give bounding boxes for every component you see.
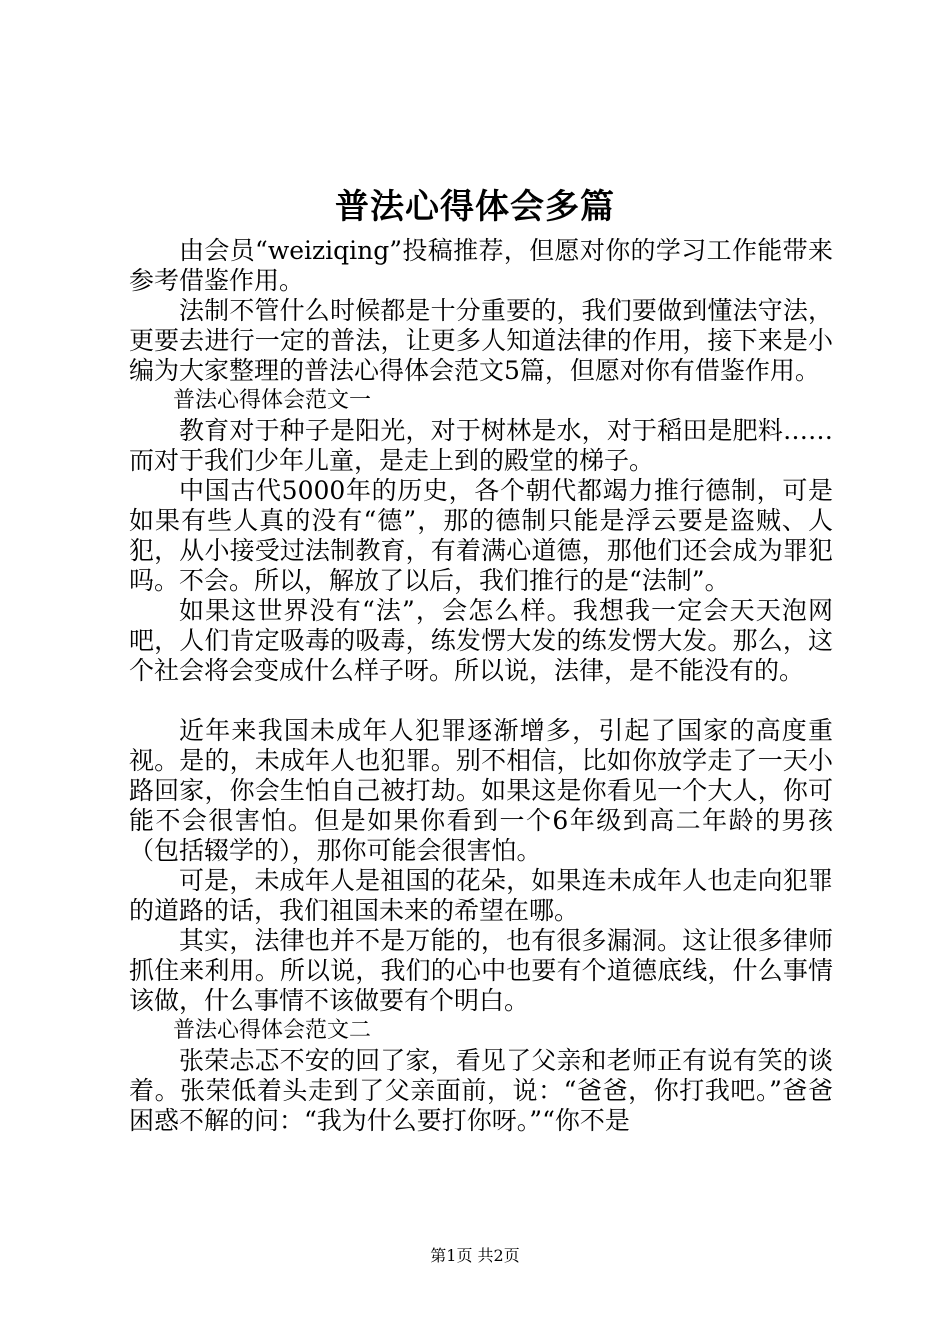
- body-paragraph: 近年来我国未成年人犯罪逐渐增多，引起了国家的高度重视。是的，未成年人也犯罪。别不相信，比如你放学走了一天小路回家，你会生怕自己被打劫。如果这是你看见一个大人，你可能不会很害怕。但是如果你看到一个6年级到高二年龄的男孩（包括辍学的），那你可能会很害怕。: [129, 716, 833, 865]
- section-heading: 普法心得体会范文一: [173, 388, 372, 413]
- body-paragraph: 中国古代5000年的历史，各个朝代都竭力推行德制，可是如果有些人真的没有“德”，那的德制只能是浮云要是盗贼、人犯，从小接受过法制教育，有着满心道德，那他们还会成为罪犯吗。不会。所以，解放了以后，我们推行的是“法制”。: [129, 476, 833, 595]
- body-paragraph: 可是，未成年人是祖国的花朵，如果连未成年人也走向犯罪的道路的话，我们祖国未来的希望在哪。: [129, 866, 833, 925]
- body-paragraph: 其实，法律也并不是万能的，也有很多漏洞。这让很多律师抓住来利用。所以说，我们的心中也要有个道德底线，什么事情该做，什么事情不该做要有个明白。: [129, 926, 833, 1015]
- page-footer: 第1页 共2页: [430, 1246, 520, 1265]
- intro-paragraph: 由会员“weiziqing”投稿推荐，但愿对你的学习工作能带来参考借鉴作用。: [129, 236, 833, 295]
- document-title: 普法心得体会多篇: [335, 187, 615, 227]
- document-body: [129, 236, 833, 1136]
- body-paragraph: 法制不管什么时候都是十分重要的，我们要做到懂法守法，更要去进行一定的普法，让更多人知道法律的作用，接下来是小编为大家整理的普法心得体会范文5篇，但愿对你有借鉴作用。: [129, 296, 833, 385]
- section-heading: 普法心得体会范文二: [173, 1018, 372, 1043]
- body-paragraph: 教育对于种子是阳光，对于树林是水，对于稻田是肥料……而对于我们少年儿童，是走上到的殿堂的梯子。: [129, 416, 833, 475]
- body-paragraph: 张荣忐忑不安的回了家，看见了父亲和老师正有说有笑的谈着。张荣低着头走到了父亲面前，说：“爸爸，你打我吧。”爸爸困惑不解的问：“我为什么要打你呀。”“你不是: [129, 1046, 833, 1135]
- body-paragraph: 如果这世界没有“法”，会怎么样。我想我一定会天天泡网吧，人们肯定吸毒的吸毒，练发愣大发的练发愣大发。那么，这个社会将会变成什么样子呀。所以说，法律，是不能没有的。: [129, 596, 833, 685]
